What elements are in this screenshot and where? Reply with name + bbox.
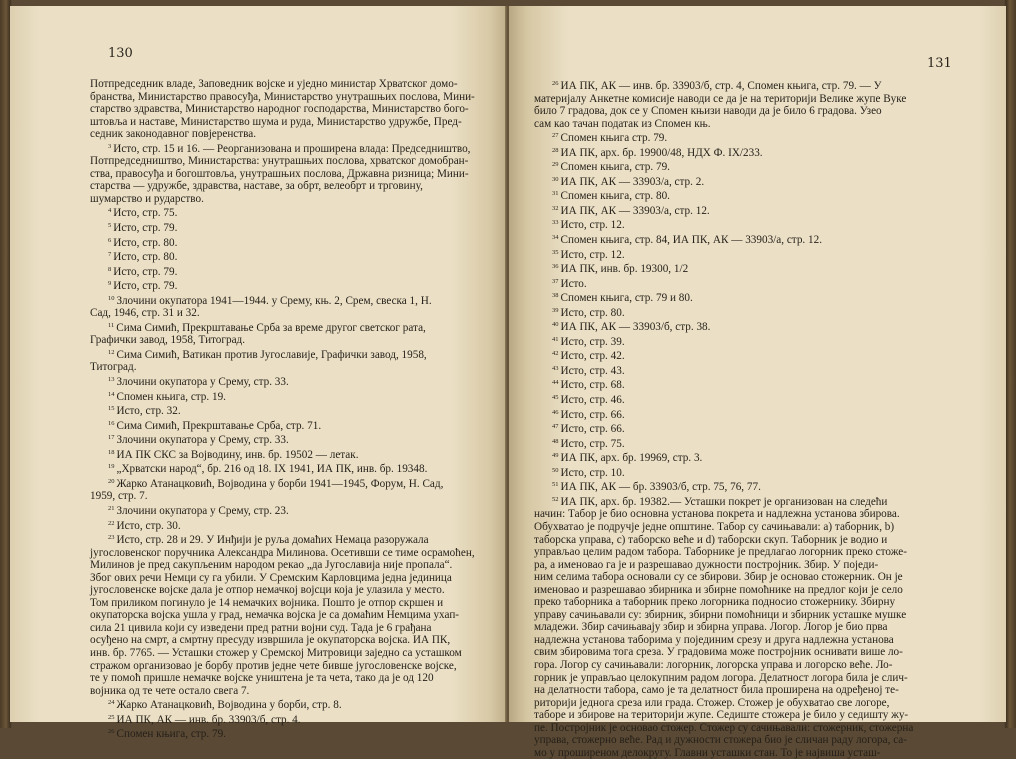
- text-line: [90, 547, 500, 560]
- line-text: ИА ПК, АК — 33903/а, стр. 12.: [560, 204, 710, 217]
- footnote-number: 4: [108, 207, 112, 215]
- text-line: [534, 521, 949, 534]
- line-text: ИА ПК СКС за Војводину, инв. бр. 19502 — летак.: [116, 448, 359, 461]
- line-text: инв. бр. 7765. — Усташки стожер у Сремској Митровици заједно са усташком: [90, 646, 462, 659]
- line-text: на делатности табора, само је та делатност била проширена на одређеној те-: [534, 684, 899, 697]
- text-line: [534, 747, 949, 759]
- line-text: старства — удружбе, здравства, наставе, за обрт, велеобрт и трговину,: [90, 180, 423, 193]
- line-text: Потпредседништво, Министарства: унутрашњих послова, хрватског домобран-: [90, 155, 469, 168]
- text-line: [534, 672, 949, 685]
- line-text: ИА ПК, арх. бр. 19969, стр. 3.: [560, 452, 703, 465]
- line-text: Исто, стр. 66.: [560, 423, 625, 436]
- footnote-number: 32: [552, 204, 559, 212]
- text-line: [534, 145, 949, 160]
- text-line: [90, 91, 500, 104]
- text-line: [534, 659, 949, 672]
- text-line: [534, 465, 949, 480]
- footnote-number: 48: [552, 437, 559, 445]
- text-line: [90, 220, 500, 235]
- text-line: [90, 334, 500, 347]
- footnote-number: 8: [108, 265, 112, 273]
- text-line: [534, 684, 949, 697]
- footnote-number: 20: [108, 477, 115, 485]
- line-text: управљао целим радом табора. Таборнике је предлагао логорник преко стоже-: [534, 546, 907, 559]
- line-text: горник је управљао целокупним радом логора. Делатност логора била је слич-: [534, 671, 908, 684]
- line-text: бранства, Министарство правосуђа, Министарство унутрашњих послова, Мини-: [90, 90, 475, 103]
- text-line: [90, 697, 500, 712]
- line-text: Жарко Атанацковић, Војводина у борби, стр. 8.: [116, 699, 342, 712]
- text-line: [90, 584, 500, 597]
- page-number-right: 131: [927, 56, 952, 71]
- line-text: Спомен књига, стр. 79 и 80.: [560, 292, 693, 305]
- text-line: [90, 660, 500, 673]
- line-text: ИА ПК, арх. бр. 19382.— Усташки покрет је организован на следећи: [560, 495, 888, 508]
- line-text: окупаторска војска ушла у град, немачка војска је са домаћим Немцима ухап-: [90, 609, 460, 622]
- line-text: Исто, стр. 80.: [113, 251, 178, 264]
- text-line: [90, 712, 500, 727]
- text-line: [534, 203, 949, 218]
- footnote-number: 10: [108, 294, 115, 302]
- line-text: таборска управа, c) таборско веће и d) таборски скуп. Таборник је водио и: [534, 533, 888, 546]
- text-line: [90, 235, 500, 250]
- text-line: [90, 559, 500, 572]
- text-line: [90, 532, 500, 547]
- footnote-number: 23: [108, 534, 115, 542]
- text-line: [534, 174, 949, 189]
- line-text: ства, правосуђа и богоштовља, унутрашњих послова, Државна ризница; Мини-: [90, 167, 469, 180]
- line-text: југословенске војске дала је отпор немачкој војсци која је улазила у место.: [90, 584, 445, 597]
- line-text: Спомен књига, стр. 80.: [560, 190, 670, 203]
- text-line: [534, 584, 949, 597]
- text-line: [90, 155, 500, 168]
- footnote-number: 22: [108, 519, 115, 527]
- left-page: [10, 6, 507, 741]
- footnote-number: 29: [552, 161, 559, 169]
- text-line: [90, 461, 500, 476]
- text-line: [90, 597, 500, 610]
- line-text: управа, стожерно веће. Рад и дужности стожера био је сличан раду логора, са-: [534, 734, 907, 747]
- text-line: [534, 118, 949, 131]
- line-text: Исто, стр. 68.: [560, 379, 625, 392]
- text-line: [90, 726, 500, 741]
- line-text: ИА ПК, АК — бр. 33903/б, стр. 75, 76, 77.: [560, 481, 761, 494]
- line-text: Злочини окупатора у Срему, стр. 33.: [116, 376, 289, 389]
- text-line: [534, 319, 949, 334]
- line-text: Исто, стр. 12.: [560, 219, 625, 232]
- text-line: [534, 392, 949, 407]
- line-text: таборе и збирове на територији жупе. Седиште стожера је било у седишту жу-: [534, 709, 909, 722]
- text-line: [534, 377, 949, 392]
- line-text: Исто, стр. 75.: [113, 207, 178, 220]
- left-page-text: [90, 78, 500, 741]
- line-text: стражом организовао је борбу против једне чете бивше југословенске војске,: [90, 659, 457, 672]
- footnote-number: 28: [552, 146, 559, 154]
- line-text: ИА ПК, АК — 33903/а, стр. 2.: [560, 175, 705, 188]
- line-text: југословенског поручника Александра Милинова. Осетивши се тиме осрамоћен,: [90, 546, 475, 559]
- footnote-number: 12: [108, 348, 115, 356]
- text-line: [534, 93, 949, 106]
- line-text: Исто, стр. 80.: [560, 306, 625, 319]
- line-text: гора. Логор су сачињавали: логорник, логорска управа и логорско веће. Ло-: [534, 658, 893, 671]
- line-text: те у помоћ пришле немачке војске уништена је та чета, тако да је од 120: [90, 672, 434, 685]
- line-text: Исто, стр. 39.: [560, 335, 625, 348]
- line-text: војника од те чете остало свега 7.: [90, 684, 250, 697]
- footnote-number: 7: [108, 251, 112, 259]
- line-text: Исто, стр. 10.: [560, 466, 625, 479]
- footnote-number: 18: [108, 448, 115, 456]
- line-text: Спомен књига, стр. 19.: [116, 390, 226, 403]
- text-line: [90, 432, 500, 447]
- line-text: Исто.: [560, 277, 587, 290]
- text-line: [90, 141, 500, 156]
- footnote-number: 49: [552, 452, 559, 460]
- line-text: ИА ПК, АК — 33903/б, стр. 38.: [560, 321, 711, 334]
- text-line: [534, 621, 949, 634]
- line-text: управу сачињавали су: збирник, збирни помоћници и збирник усташке мушке: [534, 608, 907, 621]
- line-text: штовља и наставе, Министарство шума и руда, Министарство удружбе, Пред-: [90, 115, 462, 128]
- line-text: надлежна установа таборима у појединим срезу и друга надлежна установа: [534, 633, 894, 646]
- text-line: [90, 278, 500, 293]
- text-line: [534, 546, 949, 559]
- text-line: [90, 180, 500, 193]
- text-line: [90, 193, 500, 206]
- text-line: [90, 264, 500, 279]
- line-text: ра, а именовао га је и разрешавао дужности постројник. Збир. У поједи-: [534, 558, 879, 571]
- text-line: [534, 722, 949, 735]
- text-line: [534, 634, 949, 647]
- text-line: [90, 103, 500, 116]
- footnote-number: 30: [552, 175, 559, 183]
- footnote-number: 40: [552, 321, 559, 329]
- footnote-number: 42: [552, 350, 559, 358]
- footnote-number: 26: [552, 80, 559, 87]
- line-text: риторији једнога среза или града. Стожер. Стожер је обухватао све логоре,: [534, 696, 890, 709]
- footnote-number: 31: [552, 190, 559, 198]
- footnote-number: 51: [552, 481, 559, 489]
- line-text: било 7 градова, док се у Спомен књизи наводи да је било 6 градова. Узео: [534, 105, 882, 118]
- text-line: [90, 476, 500, 491]
- footnote-number: 34: [552, 234, 559, 242]
- text-line: [534, 305, 949, 320]
- line-text: ИА ПК, арх. бр. 19900/48, НДХ Ф. IX/233.: [560, 146, 763, 159]
- footnote-number: 24: [108, 699, 115, 707]
- line-text: Исто, стр. 46.: [560, 394, 625, 407]
- line-text: Сима Симић, Ватикан против Југославије, Графички завод, 1958,: [116, 348, 427, 361]
- line-text: Жарко Атанацковић, Војводина у борби 1941—1945, Форум, Н. Сад,: [116, 477, 444, 490]
- line-text: Злочини окупатора у Срему, стр. 23.: [116, 504, 289, 517]
- footnote-number: 47: [552, 423, 559, 431]
- footnote-number: 38: [552, 292, 559, 300]
- text-line: [90, 374, 500, 389]
- footnote-number: 17: [108, 434, 115, 442]
- text-line: [534, 450, 949, 465]
- line-text: Сима Симић, Прекрштавање Срба, стр. 71.: [116, 419, 322, 432]
- text-line: [90, 685, 500, 698]
- text-line: [534, 494, 949, 509]
- line-text: сам као тачан податак из Спомен књ.: [534, 117, 711, 130]
- text-line: [90, 347, 500, 362]
- line-text: Исто, стр. 15 и 16. — Реорганизована и проширена влада: Председништво,: [113, 142, 471, 155]
- footnote-number: 27: [552, 132, 559, 140]
- line-text: Обухватао је подручје једне општине. Табор су сачињавали: а) таборник, b): [534, 520, 895, 533]
- right-page: [509, 6, 1006, 759]
- text-line: [534, 334, 949, 349]
- text-line: [534, 697, 949, 710]
- footnote-number: 5: [108, 222, 112, 230]
- footnote-number: 35: [552, 248, 559, 256]
- line-text: ИА ПК, АК — инв. бр. 33903/б, стр. 4.: [116, 713, 301, 726]
- text-line: [90, 403, 500, 418]
- text-line: [90, 518, 500, 533]
- footnote-number: 45: [552, 394, 559, 402]
- line-text: Исто, стр. 75.: [560, 437, 625, 450]
- line-text: именовао и разрешавао збирника и збирне помоћнике на предлог који је село: [534, 583, 903, 596]
- text-line: [90, 609, 500, 622]
- line-text: пе. Постројник је основао стожер. Стожер су сачињавали: стожерник, стожерна: [534, 721, 914, 734]
- footnote-number: 33: [552, 219, 559, 227]
- text-line: [90, 622, 500, 635]
- line-text: сила 21 цивила који су изведени пред ратни војни суд. Тада је 6 грађана: [90, 621, 432, 634]
- footnote-number: 36: [552, 263, 559, 271]
- text-line: [534, 130, 949, 145]
- footnote-number: 3: [108, 142, 112, 150]
- text-line: [534, 247, 949, 262]
- line-text: Милинов је пред сакупљеним народом рекао „да Југославија није пропала“.: [90, 559, 453, 572]
- footnote-number: 21: [108, 504, 115, 512]
- text-line: [534, 261, 949, 276]
- footnote-number: 14: [108, 390, 115, 398]
- text-line: [90, 293, 500, 308]
- footnote-number: 19: [108, 463, 115, 471]
- footnote-number: 52: [552, 495, 559, 503]
- line-text: преко таборника а таборник преко логорника подносио стожернику. Збирну: [534, 596, 896, 609]
- text-line: [90, 503, 500, 518]
- text-line: [534, 276, 949, 291]
- footnote-number: 16: [108, 419, 115, 427]
- line-text: седник законодавног повјеренства.: [90, 128, 257, 141]
- text-line: [534, 559, 949, 572]
- text-line: [534, 571, 949, 584]
- line-text: Исто, стр. 66.: [560, 408, 625, 421]
- text-line: [90, 78, 500, 91]
- text-line: [534, 508, 949, 521]
- text-line: [90, 418, 500, 433]
- line-text: Исто, стр. 80.: [113, 236, 178, 249]
- text-line: [534, 436, 949, 451]
- text-line: [534, 188, 949, 203]
- line-text: „Хрватски народ“, бр. 216 од 18. IX 1941, ИА ПК, инв. бр. 19348.: [116, 463, 428, 476]
- line-text: Потпредседник владе, Заповедник војске и уједно министар Хрватског домо-: [90, 78, 458, 90]
- text-line: [90, 128, 500, 141]
- text-line: [90, 672, 500, 685]
- text-line: [534, 217, 949, 232]
- text-line: [534, 709, 949, 722]
- footnote-number: 46: [552, 408, 559, 416]
- line-text: Исто, стр. 79.: [113, 265, 178, 278]
- text-line: [90, 307, 500, 320]
- text-line: [90, 634, 500, 647]
- line-text: Исто, стр. 28 и 29. У Инђији је руља домаћих Немаца разоружала: [116, 534, 429, 547]
- line-text: Исто, стр. 42.: [560, 350, 625, 363]
- text-line: [534, 232, 949, 247]
- text-line: [534, 596, 949, 609]
- line-text: Исто, стр. 79.: [113, 222, 178, 235]
- line-text: Исто, стр. 79.: [113, 280, 178, 293]
- footnote-number: 39: [552, 306, 559, 314]
- line-text: Исто, стр. 12.: [560, 248, 625, 261]
- line-text: свим збировима тога среза. У градовима може постројник оснивати више ло-: [534, 646, 903, 659]
- text-line: [90, 389, 500, 404]
- line-text: шумарство и рударство.: [90, 192, 204, 205]
- text-line: [90, 249, 500, 264]
- footnote-number: 41: [552, 335, 559, 343]
- footnote-number: 13: [108, 376, 115, 384]
- text-line: [534, 407, 949, 422]
- line-text: Злочини окупатора у Срему, стр. 33.: [116, 434, 289, 447]
- line-text: ИА ПК, инв. бр. 19300, 1/2: [560, 263, 689, 276]
- line-text: Графички завод, 1958, Титоград.: [90, 334, 246, 347]
- text-line: [90, 168, 500, 181]
- footnote-number: 26: [108, 728, 115, 736]
- line-text: Спомен књига, стр. 84, ИА ПК, АК — 33903/а, стр. 12.: [560, 234, 822, 247]
- text-line: [90, 490, 500, 503]
- line-text: Спомен књига, стр. 79.: [116, 728, 226, 741]
- footnote-number: 9: [108, 280, 112, 288]
- line-text: материјалу Анкетне комисије наводи се да је на територији Велике жупе Вуке: [534, 92, 907, 105]
- text-line: [534, 348, 949, 363]
- right-page-text: [534, 78, 949, 759]
- text-line: [90, 361, 500, 374]
- text-line: [534, 479, 949, 494]
- text-line: [534, 421, 949, 436]
- line-text: Сад, 1946, стр. 31 и 32.: [90, 307, 200, 320]
- line-text: Том приликом погинуло је 14 немачких војника. Пошто је отпор скршен и: [90, 596, 444, 609]
- footnote-number: 50: [552, 466, 559, 474]
- text-line: [534, 290, 949, 305]
- footnote-number: 25: [108, 713, 115, 721]
- text-line: [90, 320, 500, 335]
- text-line: [90, 205, 500, 220]
- page-number-left: 130: [108, 46, 133, 61]
- line-text: Титоград.: [90, 361, 137, 374]
- text-line: [90, 116, 500, 129]
- line-text: осуђено на смрт, а смртну пресуду извршила је окупаторска војска. ИА ПК,: [90, 634, 451, 647]
- line-text: Исто, стр. 32.: [116, 405, 181, 418]
- footnote-number: 37: [552, 277, 559, 285]
- footnote-number: 6: [108, 236, 112, 244]
- line-text: Исто, стр. 43.: [560, 364, 625, 377]
- line-text: Сима Симић, Прекрштавање Срба за време другог светског рата,: [116, 321, 426, 334]
- footnote-number: 15: [108, 405, 115, 413]
- text-line: [534, 105, 949, 118]
- text-line: [534, 534, 949, 547]
- footnote-number: 43: [552, 364, 559, 372]
- line-text: мо у проширеном делокругу. Главни усташки стан. То је највиша усташ-: [534, 746, 881, 759]
- line-text: ИА ПК, АК — инв. бр. 33903/б, стр. 4, Спомен књига, стр. 79. — У: [560, 80, 882, 92]
- text-line: [534, 609, 949, 622]
- line-text: Спомен књига, стр. 79.: [560, 161, 670, 174]
- line-text: старство здравства, Министарство народног господарства, Министарство бого-: [90, 103, 469, 116]
- footnote-number: 11: [108, 321, 115, 329]
- line-text: начин: Табор је био основна установа покрета и надлежна установа збирова.: [534, 508, 900, 521]
- line-text: ним селима табора основали су се збирови. Збир је основао стожерник. Он је: [534, 571, 903, 584]
- footnote-number: 44: [552, 379, 559, 387]
- line-text: Исто, стр. 30.: [116, 519, 181, 532]
- text-line: [534, 159, 949, 174]
- line-text: 1959, стр. 7.: [90, 490, 148, 503]
- text-line: [534, 363, 949, 378]
- text-line: [534, 646, 949, 659]
- text-line: [90, 647, 500, 660]
- text-line: [90, 572, 500, 585]
- line-text: Злочини окупатора 1941—1944. у Срему, књ. 2, Срем, свеска 1, Н.: [116, 294, 432, 307]
- text-line: [90, 447, 500, 462]
- line-text: Спомен књига стр. 79.: [560, 132, 668, 145]
- text-line: [534, 78, 949, 93]
- line-text: Због ових речи Немци су га убили. У Сремским Карловцима једна јединица: [90, 571, 452, 584]
- text-line: [534, 734, 949, 747]
- line-text: младежи. Збир сачињавају збир и збирна управа. Логор. Логор је био прва: [534, 621, 888, 634]
